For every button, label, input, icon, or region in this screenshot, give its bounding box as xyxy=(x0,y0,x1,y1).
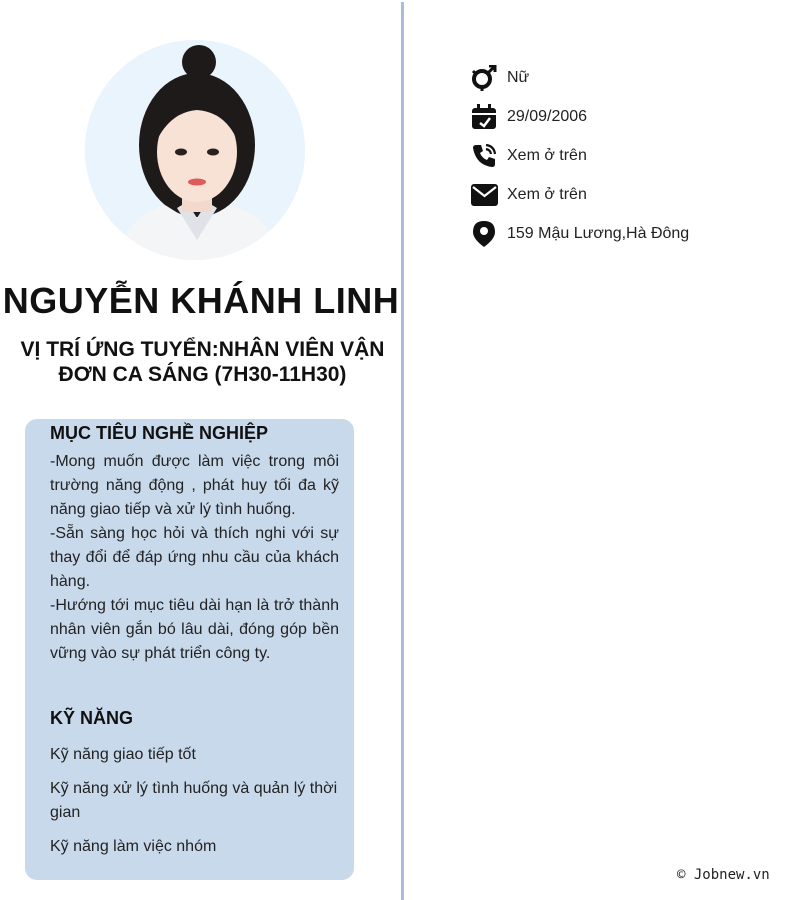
position-line: ĐƠN CA SÁNG (7H30-11H30) xyxy=(58,363,347,386)
position-line: VỊ TRÍ ỨNG TUYỂN:NHÂN VIÊN VẬN xyxy=(20,338,385,361)
avatar xyxy=(85,40,305,260)
contact-birthday xyxy=(470,97,689,136)
contact-email xyxy=(470,175,689,214)
skill-item: Kỹ năng xử lý tình huống và quản lý thời gian xyxy=(50,780,338,821)
applied-position xyxy=(10,337,395,387)
objective-paragraph: -Sẵn sàng học hỏi và thích nghi với sự thay đổi để đáp ứng nhu cầu của khách hàng. xyxy=(50,525,339,590)
objective-title: MỤC TIÊU NGHỀ NGHIỆP xyxy=(50,423,269,443)
phone-icon xyxy=(470,142,498,170)
email-icon xyxy=(470,181,498,209)
address-text: 159 Mậu Lương,Hà Đông xyxy=(507,224,690,242)
column-divider xyxy=(401,2,404,900)
skills-list xyxy=(50,743,350,869)
contact-address xyxy=(470,214,689,253)
profile-photo xyxy=(85,40,305,260)
objective-paragraph: -Hướng tới mục tiêu dài hạn là trở thành nhân viên gắn bó lâu dài, đóng góp bền vững vào sự phát triển công ty. xyxy=(50,597,339,662)
objective-paragraph: -Mong muốn được làm việc trong môi trường năng động , phát huy tối đa kỹ năng giao tiếp và xử lý tình huống. xyxy=(50,453,339,518)
objective-text xyxy=(50,450,339,666)
email-text: Xem ở trên xyxy=(507,185,587,203)
birthday-text: 29/09/2006 xyxy=(507,107,588,125)
skill-item: Kỹ năng làm việc nhóm xyxy=(50,838,217,855)
calendar-icon xyxy=(470,103,498,131)
phone-text: Xem ở trên xyxy=(507,146,587,164)
gender-icon xyxy=(470,64,498,92)
contact-phone xyxy=(470,136,689,175)
gender-text: Nữ xyxy=(507,68,530,86)
skill-item: Kỹ năng giao tiếp tốt xyxy=(50,746,196,763)
skills-title: KỸ NĂNG xyxy=(50,708,134,728)
candidate-name: NGUYỄN KHÁNH LINH xyxy=(2,280,400,321)
footer-credit: © Jobnew.vn xyxy=(677,867,770,883)
contact-list xyxy=(470,58,689,253)
info-card xyxy=(25,419,354,880)
contact-gender xyxy=(470,58,689,97)
location-icon xyxy=(470,220,498,248)
